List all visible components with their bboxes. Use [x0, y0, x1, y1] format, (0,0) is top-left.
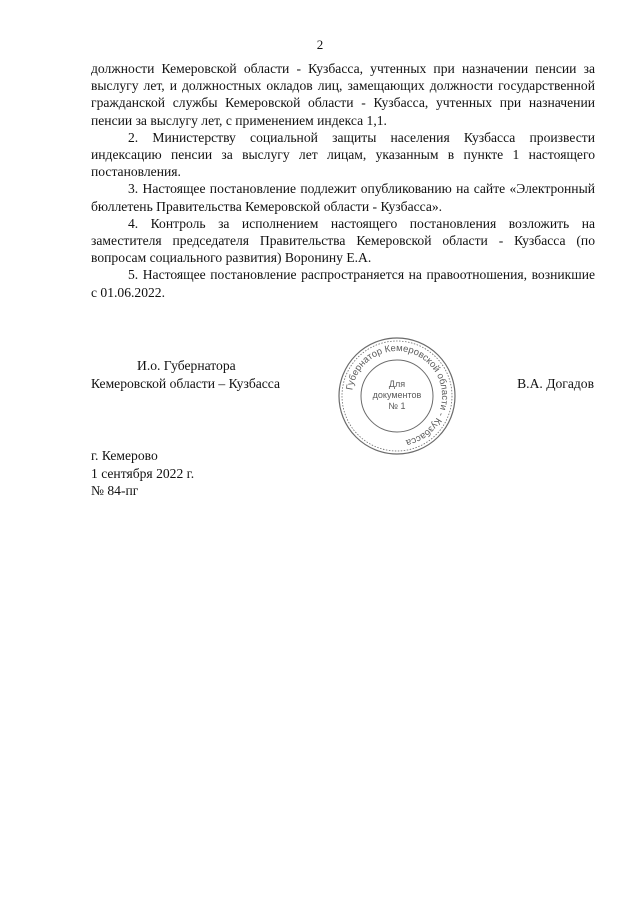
city: г. Кемерово	[91, 448, 158, 463]
stamp-center-line-1: Для	[388, 379, 406, 389]
paragraph-item-4: 4. Контроль за исполнением настоящего постановления возложить на заместителя председателя Правительства Кемеровской области - Кузбасса (по вопросам социального развития) Воронину Е.А.	[91, 215, 595, 266]
official-stamp	[336, 335, 458, 457]
signer-name: В.А. Догадов	[517, 376, 594, 391]
paragraph-item-5: 5. Настоящее постановление распространяется на правоотношения, возникшие с 01.06.2022.	[91, 267, 595, 300]
signature-title-line-1: И.о. Губернатора	[137, 358, 236, 373]
document-body	[91, 60, 595, 301]
document-number: № 84-пг	[91, 483, 139, 498]
paragraph-item-2: 2. Министерству социальной защиты населения Кузбасса произвести индексацию пенсии за выслугу лет лицам, указанным в пункте 1 настоящего постановления.	[91, 129, 595, 180]
signature-title	[91, 357, 280, 393]
paragraph-item-3: 3. Настоящее постановление подлежит опубликованию на сайте «Электронный бюллетень Правительства Кемеровской области - Кузбасса».	[91, 181, 595, 214]
page-number: 2	[316, 37, 324, 52]
stamp-center-line-2: документов	[372, 390, 422, 400]
stamp-center-line-3: № 1	[388, 401, 406, 411]
paragraph-continuation: должности Кемеровской области - Кузбасса, учтенных при назначении пенсии за выслугу лет, и должностных окладов лиц, замещающих должности государственной гражданской службы Кемеровской области - Кузбасса, учтенных при назначении пенсии за выслугу лет, с применением индекса 1,1.	[91, 61, 595, 128]
document-footer	[91, 447, 194, 500]
stamp-ring-text: Губернатор Кемеровской области - Кузбасса	[344, 342, 451, 449]
signature-title-line-2: Кемеровской области – Кузбасса	[91, 376, 281, 391]
document-date: 1 сентября 2022 г.	[91, 465, 195, 481]
